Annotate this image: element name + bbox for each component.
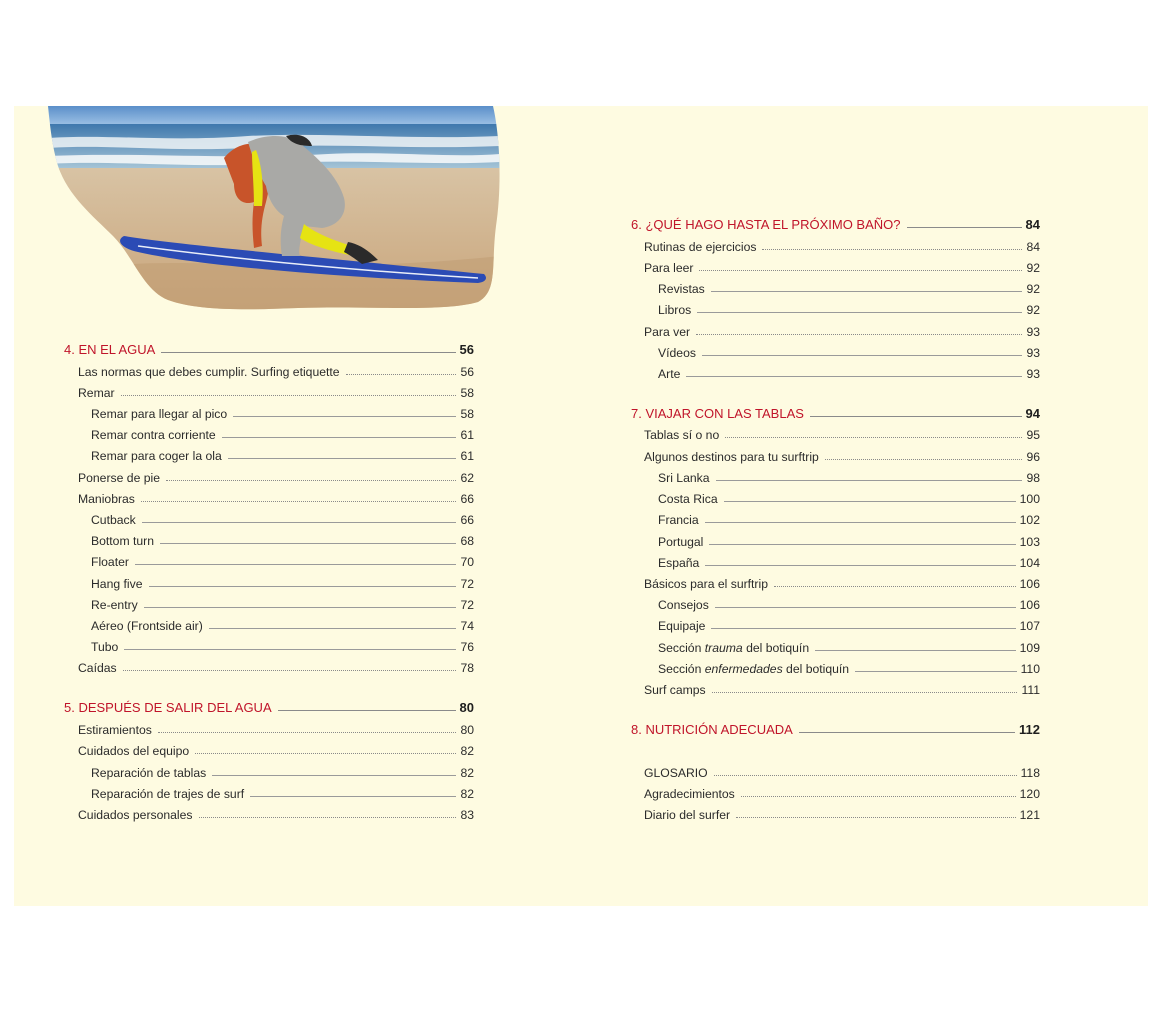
toc-entry[interactable]	[644, 804, 1040, 822]
toc-entry[interactable]	[78, 467, 474, 485]
dot-leader	[141, 501, 457, 502]
dot-leader	[142, 522, 457, 523]
toc-page-number: 120	[1019, 787, 1040, 801]
toc-entry[interactable]	[658, 467, 1040, 485]
toc-entry-title: Cuidados personales	[78, 808, 193, 822]
dot-leader	[736, 817, 1016, 818]
toc-entry[interactable]	[91, 509, 474, 527]
dot-leader	[144, 607, 457, 608]
toc-entry-title: Sección trauma del botiquín	[658, 641, 810, 655]
dot-leader	[711, 628, 1015, 629]
toc-entry-title: GLOSARIO	[644, 766, 708, 780]
toc-page-number: 58	[460, 407, 474, 421]
toc-page-number: 96	[1026, 450, 1040, 464]
dot-leader	[212, 775, 456, 776]
toc-page-number: 66	[460, 513, 474, 527]
dot-leader	[715, 607, 1016, 608]
toc-entry-title: Cuidados del equipo	[78, 744, 190, 758]
dot-leader	[199, 817, 457, 818]
dot-leader	[762, 249, 1022, 250]
toc-entry-title: Remar para llegar al pico	[91, 407, 228, 421]
toc-entry[interactable]	[644, 679, 1040, 697]
toc-page-number: 93	[1026, 367, 1040, 381]
toc-page-number: 80	[460, 723, 474, 737]
toc-page-number: 95	[1026, 428, 1040, 442]
dot-leader	[696, 334, 1022, 335]
toc-entry[interactable]	[658, 363, 1040, 381]
toc-entry-title: 7. VIAJAR CON LAS TABLAS	[631, 406, 804, 421]
toc-entry[interactable]	[78, 657, 474, 675]
toc-page-number: 100	[1019, 492, 1040, 506]
dot-leader	[699, 270, 1022, 271]
toc-page-number: 93	[1026, 325, 1040, 339]
toc-page-number: 74	[460, 619, 474, 633]
toc-page-number: 82	[460, 766, 474, 780]
toc-entry[interactable]	[658, 552, 1040, 570]
toc-page-number: 107	[1019, 619, 1040, 633]
toc-page-number: 61	[460, 428, 474, 442]
toc-entry[interactable]	[658, 342, 1040, 360]
toc-entry[interactable]	[644, 257, 1040, 275]
toc-entry-title: Arte	[658, 367, 681, 381]
toc-entry-title: 4. EN EL AGUA	[64, 342, 156, 357]
toc-entry-title: Surf camps	[644, 683, 706, 697]
toc-page-number: 84	[1025, 217, 1040, 232]
toc-page-number: 93	[1026, 346, 1040, 360]
surfer-photo	[48, 106, 500, 310]
dot-leader	[697, 312, 1022, 313]
toc-entry-title: Diario del surfer	[644, 808, 731, 822]
toc-entry[interactable]	[91, 783, 474, 801]
toc-entry[interactable]	[658, 658, 1040, 676]
toc-page-number: 92	[1026, 282, 1040, 296]
toc-entry-title: Consejos	[658, 598, 709, 612]
toc-entry-title: Remar para coger la ola	[91, 449, 222, 463]
dot-leader	[855, 671, 1016, 672]
toc-page-number: 58	[460, 386, 474, 400]
dot-leader	[724, 501, 1016, 502]
toc-page-number: 111	[1021, 683, 1040, 697]
toc-page-number: 103	[1019, 535, 1040, 549]
toc-entry[interactable]	[91, 445, 474, 463]
dot-leader	[702, 355, 1022, 356]
toc-entry[interactable]	[91, 615, 474, 633]
toc-entry-title: Reparación de trajes de surf	[91, 787, 245, 801]
dot-leader	[774, 586, 1016, 587]
toc-page-number: 121	[1019, 808, 1040, 822]
toc-entry-title: Para ver	[644, 325, 691, 339]
toc-entry-title: Las normas que debes cumplir. Surfing etiquette	[78, 365, 340, 379]
dot-leader	[233, 416, 456, 417]
toc-entry-title: Aéreo (Frontside air)	[91, 619, 203, 633]
toc-entry-title: Para leer	[644, 261, 694, 275]
toc-page-number: 92	[1026, 261, 1040, 275]
toc-page-number: 83	[460, 808, 474, 822]
toc-entry-title: Caídas	[78, 661, 117, 675]
toc-entry[interactable]	[64, 339, 474, 357]
toc-entry[interactable]	[658, 488, 1040, 506]
toc-entry[interactable]	[78, 382, 474, 400]
dot-leader	[149, 586, 457, 587]
toc-entry-title: Tubo	[91, 640, 119, 654]
toc-entry-title: Tablas sí o no	[644, 428, 720, 442]
dot-leader	[741, 796, 1016, 797]
toc-page-number: 94	[1025, 406, 1040, 421]
dot-leader	[250, 796, 456, 797]
toc-page-number: 82	[460, 787, 474, 801]
toc-entry[interactable]	[644, 573, 1040, 591]
dot-leader	[709, 544, 1015, 545]
dot-leader	[725, 437, 1022, 438]
toc-page-number: 56	[459, 342, 474, 357]
toc-entry[interactable]	[631, 214, 1040, 232]
toc-page-number: 61	[460, 449, 474, 463]
toc-entry-title: Agradecimientos	[644, 787, 735, 801]
toc-entry-title: Hang five	[91, 577, 143, 591]
toc-entry[interactable]	[631, 719, 1040, 737]
dot-leader	[714, 775, 1017, 776]
dot-leader	[705, 565, 1015, 566]
toc-entry[interactable]	[644, 762, 1040, 780]
dot-leader	[161, 352, 455, 353]
toc-entry[interactable]	[644, 321, 1040, 339]
toc-entry[interactable]	[658, 594, 1040, 612]
toc-entry-title: Algunos destinos para tu surftrip	[644, 450, 819, 464]
toc-page-number: 68	[460, 534, 474, 548]
toc-entry-title: Reparación de tablas	[91, 766, 207, 780]
dot-leader	[712, 692, 1018, 693]
dot-leader	[166, 480, 456, 481]
toc-entry-title: Revistas	[658, 282, 705, 296]
toc-entry-title: Re-entry	[91, 598, 138, 612]
toc-entry[interactable]	[78, 488, 474, 506]
dot-leader	[121, 395, 457, 396]
toc-page-number: 110	[1020, 662, 1040, 676]
dot-leader	[705, 522, 1016, 523]
dot-leader	[123, 670, 457, 671]
dot-leader	[907, 227, 1022, 228]
toc-entry[interactable]	[78, 719, 474, 737]
toc-page-number: 82	[460, 744, 474, 758]
toc-entry[interactable]	[91, 636, 474, 654]
dot-leader	[158, 732, 457, 733]
toc-page-number: 106	[1019, 598, 1040, 612]
toc-entry[interactable]	[91, 530, 474, 548]
toc-page-number: 72	[460, 577, 474, 591]
dot-leader	[160, 543, 456, 544]
toc-entry-title: Remar contra corriente	[91, 428, 216, 442]
dot-leader	[278, 710, 456, 711]
toc-page-number: 62	[460, 471, 474, 485]
toc-page-number: 106	[1019, 577, 1040, 591]
dot-leader	[686, 376, 1022, 377]
toc-entry[interactable]	[91, 403, 474, 421]
dot-leader	[815, 650, 1016, 651]
toc-page-number: 72	[460, 598, 474, 612]
toc-page-number: 66	[460, 492, 474, 506]
toc-entry[interactable]	[91, 424, 474, 442]
toc-entry[interactable]	[91, 762, 474, 780]
toc-entry[interactable]	[658, 278, 1040, 296]
dot-leader	[711, 291, 1023, 292]
toc-page-number: 109	[1019, 641, 1040, 655]
toc-entry[interactable]	[78, 804, 474, 822]
toc-entry-title: Estiramientos	[78, 723, 152, 737]
dot-leader	[195, 753, 456, 754]
dot-leader	[124, 649, 456, 650]
toc-entry[interactable]	[644, 446, 1040, 464]
dot-leader	[222, 437, 457, 438]
toc-entry[interactable]	[658, 299, 1040, 317]
toc-entry-title: Cutback	[91, 513, 136, 527]
toc-entry-title: Sección enfermedades del botiquín	[658, 662, 850, 676]
toc-entry[interactable]	[644, 424, 1040, 442]
toc-page-number: 92	[1026, 303, 1040, 317]
toc-entry[interactable]	[644, 236, 1040, 254]
toc-entry-title: Floater	[91, 555, 129, 569]
dot-leader	[135, 564, 457, 565]
toc-entry[interactable]	[64, 697, 474, 715]
toc-page-number: 78	[460, 661, 474, 675]
toc-entry[interactable]	[78, 740, 474, 758]
toc-entry-title: Ponerse de pie	[78, 471, 161, 485]
dot-leader	[825, 459, 1023, 460]
toc-entry[interactable]	[631, 403, 1040, 421]
toc-entry[interactable]	[644, 783, 1040, 801]
dot-leader	[799, 732, 1015, 733]
toc-entry-title: 8. NUTRICIÓN ADECUADA	[631, 722, 793, 737]
toc-page-number: 112	[1019, 722, 1040, 737]
toc-entry-title: Libros	[658, 303, 692, 317]
toc-page-number: 80	[459, 700, 474, 715]
toc-page-number: 118	[1020, 766, 1040, 780]
toc-page-number: 104	[1019, 556, 1040, 570]
toc-entry-title: Maniobras	[78, 492, 135, 506]
toc-entry-title: Equipaje	[658, 619, 706, 633]
toc-entry[interactable]	[658, 509, 1040, 527]
toc-entry[interactable]	[91, 573, 474, 591]
toc-entry-title: Remar	[78, 386, 115, 400]
toc-entry-title: Sri Lanka	[658, 471, 710, 485]
toc-entry-title: Bottom turn	[91, 534, 155, 548]
toc-entry-title: Costa Rica	[658, 492, 718, 506]
toc-entry[interactable]	[78, 361, 474, 379]
toc-entry-title: Portugal	[658, 535, 704, 549]
toc-page-number: 98	[1026, 471, 1040, 485]
toc-page-number: 70	[460, 555, 474, 569]
toc-page-number: 102	[1019, 513, 1040, 527]
toc-entry[interactable]	[91, 551, 474, 569]
dot-leader	[810, 416, 1022, 417]
toc-entry[interactable]	[91, 594, 474, 612]
toc-entry-title: Francia	[658, 513, 699, 527]
toc-entry-title: Rutinas de ejercicios	[644, 240, 757, 254]
dot-leader	[346, 374, 457, 375]
dot-leader	[228, 458, 457, 459]
toc-entry-title: 6. ¿QUÉ HAGO HASTA EL PRÓXIMO BAÑO?	[631, 217, 901, 232]
toc-entry[interactable]	[658, 637, 1040, 655]
toc-page-number: 76	[460, 640, 474, 654]
dot-leader	[716, 480, 1023, 481]
dot-leader	[209, 628, 457, 629]
toc-entry-title: Vídeos	[658, 346, 696, 360]
toc-page-number: 84	[1026, 240, 1040, 254]
toc-entry[interactable]	[658, 615, 1040, 633]
toc-entry-title: Básicos para el surftrip	[644, 577, 768, 591]
toc-entry-title: España	[658, 556, 700, 570]
toc-entry[interactable]	[658, 531, 1040, 549]
toc-entry-title: 5. DESPUÉS DE SALIR DEL AGUA	[64, 700, 272, 715]
toc-page-number: 56	[460, 365, 474, 379]
